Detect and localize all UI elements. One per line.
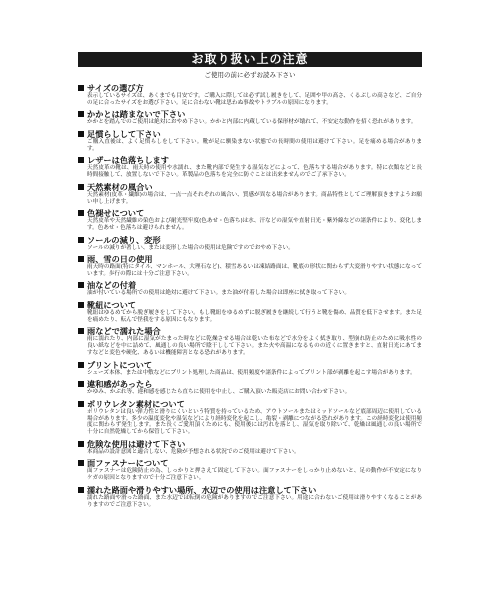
section-heading [78, 155, 422, 165]
section-heading [78, 300, 422, 310]
square-bullet-icon [78, 210, 84, 216]
square-bullet-icon [78, 131, 84, 137]
section-body-text: 表示しているサイズは、あくまでも目安です。ご購入に際しては必ず試し履きをして、足囲や甲の高さ、くるぶしの高さなど、ご自分の足に合ったサイズをお選び下さい。足に合わない靴は思わぬ事故やトラブルの原因になります。 [87, 93, 422, 106]
section-heading-text: サイズの選び方 [87, 83, 144, 93]
section-heading-text: 面ファスナーについて [87, 458, 169, 469]
caution-section [78, 109, 422, 126]
section-body-text: 雨天時の路面(特にタイル、マンホール、大理石など)、積雪あるいは凍結路面は、靴底の形状に関わらず大変滑りやすい状態になっています。歩行の際には十分ご注意下さい。 [87, 264, 422, 277]
square-bullet-icon [78, 487, 84, 493]
square-bullet-icon [78, 302, 84, 308]
caution-section [78, 300, 422, 324]
section-heading-text: プリントについて [87, 359, 153, 370]
caution-section [78, 208, 422, 232]
document-subtitle: ご使用の前に必ずお読み下さい [204, 71, 296, 79]
section-heading [78, 280, 422, 290]
section-body-text: ポリウレタンは良い弾力性と滑りにくいという特質を持っているため、アウトソールまたはミッドソールなど底部周辺に使用している場合があります。多少の温度変化や湿気などにより経時変化を起こし、亀裂・剥離につながる恐れがあります。この経時変化は使用頻度に関わらず発生します。また長くご愛用頂くためにも、使用後には汚れを落とし、湿気を取り除いて、乾燥は風通しの良い場所で十分に自然乾燥してから保管して下さい。 [87, 408, 422, 436]
section-heading [78, 254, 422, 264]
section-body-text: 天然皮革や天然繊維の染色および耐光堅牢度(色あせ・色落ち)は水、汗などの湿気や直射日光・紫外線などの諸条件により、変化します。色あせ・色落ちは避けられません。 [87, 218, 422, 232]
section-heading-text: レザーは色落ちします [87, 155, 169, 166]
caution-section [78, 254, 422, 278]
section-heading [78, 129, 422, 139]
caution-section [78, 485, 422, 509]
section-heading [78, 326, 422, 336]
section-heading-text: 違和感があったら [87, 379, 153, 390]
section-heading-text: 危険な使用は避けて下さい [87, 438, 186, 449]
caution-section [78, 360, 422, 377]
section-body-text: 天然皮革の靴は、雨天時の使用や水濡れ、また靴内部で発生する湿気などによって、色落ちする場合があります。特に衣類などと長時間接触して、放置しないで下さい。革製品の色落ちを完全に防ぐことは出来ませんのでご了承下さい。 [87, 165, 422, 179]
caution-section [78, 182, 422, 206]
square-bullet-icon [78, 441, 84, 447]
section-heading-text: 雨などで濡れた場合 [87, 326, 161, 337]
section-body-text: 面ファスナーは危険防止の為、しっかりと押さえて固定して下さい。面ファスナーをしっかり止めないと、足の動作が不安定になりケガの原因となりますので十分ご注意下さい。 [87, 468, 422, 482]
section-heading-text: 足慣らしして下さい [87, 128, 161, 139]
section-body-text: かかとを踏んでのご使用は絶対におやめ下さい。かかと内部に内蔵している保形材が壊れて、不安定な動作を招く恐れがあります。 [87, 119, 417, 126]
section-heading [78, 485, 422, 495]
section-body-text: 雨に濡れたり、内部に湿気がたまった時などに乾燥させる場合は乾いた布などで水分をよく拭き取り、型崩れ防止のために吸水性の良い紙などを中に詰めて、風通しの良い場所で陰干しして下さい。また火や高温になるものの近くに置きますと、直射日光にあてますなどと変色や硬化、あるいは機能障害となる恐れがあります。 [87, 336, 422, 357]
section-body-text: 靴紐はゆるめてから脱ぎ履きをして下さい。もし靴紐をゆるめずに脱ぎ履きを継続して行うと靴を傷め、品質を低下させます。また足を痛めたり、転んで怪我をする原因にもなります。 [87, 309, 422, 323]
section-body-text: 本商品の設計意図と適合しない、危険が予想される状況でのご使用は避けて下さい。 [87, 448, 300, 455]
square-bullet-icon [78, 460, 84, 466]
square-bullet-icon [78, 381, 84, 387]
section-heading-text: ポリウレタン素材について [87, 398, 185, 409]
caution-section [78, 439, 422, 456]
section-heading-text: 天然素材の風合い [87, 181, 153, 192]
section-heading-text: 雨、雪の日の使用 [87, 254, 153, 265]
section-heading [78, 399, 422, 409]
square-bullet-icon [78, 85, 84, 91]
section-body-text: ご購入直後は、よく足慣らしをして下さい。靴が足に馴染まない状態での長時間の使用は避けて下さい。足を痛める場合があります。 [87, 138, 422, 152]
section-heading [78, 182, 422, 192]
section-heading [78, 458, 422, 468]
section-heading [78, 379, 422, 389]
caution-section [78, 326, 422, 357]
section-heading [78, 109, 422, 119]
section-heading [78, 208, 422, 218]
section-heading-text: 油などの付着 [87, 280, 137, 291]
caution-section [78, 280, 422, 297]
section-heading [78, 439, 422, 449]
square-bullet-icon [78, 111, 84, 117]
section-heading-text: かかとは踏まないで下さい [87, 109, 186, 120]
section-body-text: 濡れた路面や滑った路面、また水辺では転倒の危険がありますのでご注意下さい。用途に合わないご使用は滑りやすくなることがありますのでご注意下さい。 [87, 494, 422, 508]
section-body-text: 天然素材(皮革・繊維)の場合は、一点一点それぞれの風合い、質感が異なる場合があります。商品特性としてご理解頂きますようお願い申し上げます。 [87, 191, 422, 205]
section-heading [78, 360, 422, 370]
section-body-text: かゆみ、かぶれ等、違和感を感じたら直ちに使用を中止し、ご購入頂いた販売店にお問い合わせ下さい。 [87, 389, 351, 396]
caution-section [78, 379, 422, 396]
section-heading-text: 靴紐について [87, 299, 136, 310]
square-bullet-icon [78, 401, 84, 407]
caution-section [78, 235, 422, 252]
square-bullet-icon [78, 256, 84, 262]
section-heading-text: 濡れた路面や滑りやすい場所、水辺での使用は注意して下さい [87, 484, 317, 495]
section-body-text: ソールの減りが著しい、または変形した場合の使用は危険ですのでおやめ下さい。 [87, 244, 294, 251]
section-heading [78, 235, 422, 245]
caution-section [78, 155, 422, 179]
section-heading [78, 83, 422, 93]
square-bullet-icon [78, 362, 84, 368]
square-bullet-icon [78, 184, 84, 190]
section-body-text: シューズ本体、または中敷などにプリント処理した商品は、使用頻度や諸条件によってプリント部が剥離を起こす場合があります。 [87, 369, 416, 376]
caution-section [78, 129, 422, 153]
caution-section [78, 399, 422, 437]
document-title: お取り扱い上の注意 [78, 52, 422, 67]
square-bullet-icon [78, 328, 84, 334]
section-body-text: 油が付いている場所での使用は絶対に避けて下さい。また油が付着した場合は即座に拭き取って下さい。 [87, 290, 350, 297]
caution-section [78, 83, 422, 107]
caution-section [78, 458, 422, 482]
care-instructions-document [78, 52, 422, 511]
sections-list [78, 83, 422, 509]
section-heading-text: 色褪せについて [87, 208, 145, 219]
section-heading-text: ソールの減り、変形 [87, 234, 161, 245]
square-bullet-icon [78, 237, 84, 243]
square-bullet-icon [78, 157, 84, 163]
square-bullet-icon [78, 282, 84, 288]
